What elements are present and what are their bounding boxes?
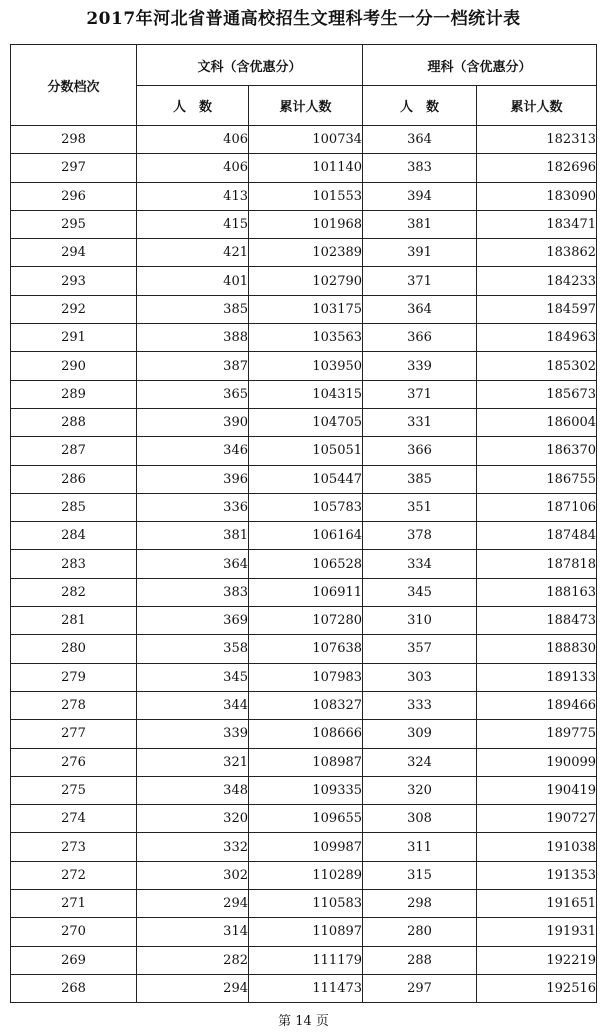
score-cell: 289 <box>11 380 137 408</box>
table-row <box>11 805 597 833</box>
score-cell: 293 <box>11 267 137 295</box>
score-cell: 269 <box>11 946 137 974</box>
table-row <box>11 748 597 776</box>
arts-cumulative-cell: 101140 <box>249 154 363 182</box>
score-cell: 295 <box>11 210 137 238</box>
science-cumulative-cell: 188473 <box>477 607 597 635</box>
score-cell: 278 <box>11 691 137 719</box>
science-count-cell: 371 <box>363 380 477 408</box>
arts-count-cell: 369 <box>137 607 249 635</box>
arts-cumulative-cell: 101968 <box>249 210 363 238</box>
science-cumulative-cell: 192516 <box>477 974 597 1002</box>
arts-count-cell: 302 <box>137 861 249 889</box>
science-count-cell: 391 <box>363 239 477 267</box>
science-count-cell: 351 <box>363 493 477 521</box>
arts-cumulative-cell: 108987 <box>249 748 363 776</box>
arts-cumulative-cell: 100734 <box>249 126 363 154</box>
score-cell: 298 <box>11 126 137 154</box>
arts-count-cell: 385 <box>137 295 249 323</box>
score-cell: 290 <box>11 352 137 380</box>
arts-cumulative-cell: 107280 <box>249 607 363 635</box>
score-cell: 294 <box>11 239 137 267</box>
arts-cumulative-cell: 110583 <box>249 890 363 918</box>
table-row <box>11 493 597 521</box>
score-cell: 272 <box>11 861 137 889</box>
table-row <box>11 861 597 889</box>
table-row <box>11 352 597 380</box>
score-band-header: 分数档次 <box>11 45 137 126</box>
science-count-cell: 303 <box>363 663 477 691</box>
arts-cumulative-cell: 110897 <box>249 918 363 946</box>
arts-count-cell: 390 <box>137 408 249 436</box>
arts-cumulative-cell: 110289 <box>249 861 363 889</box>
arts-cumulative-cell: 104315 <box>249 380 363 408</box>
score-cell: 275 <box>11 776 137 804</box>
arts-cumulative-cell: 103175 <box>249 295 363 323</box>
score-cell: 276 <box>11 748 137 776</box>
science-count-cell: 366 <box>363 437 477 465</box>
arts-count-cell: 387 <box>137 352 249 380</box>
science-cumulative-cell: 189466 <box>477 691 597 719</box>
science-cumulative-cell: 187818 <box>477 550 597 578</box>
arts-count-cell: 294 <box>137 974 249 1002</box>
science-cumulative-cell: 186370 <box>477 437 597 465</box>
table-row <box>11 550 597 578</box>
score-cell: 283 <box>11 550 137 578</box>
score-cell: 287 <box>11 437 137 465</box>
science-cumulative-cell: 183862 <box>477 239 597 267</box>
score-cell: 286 <box>11 465 137 493</box>
table-row <box>11 918 597 946</box>
science-count-cell: 311 <box>363 833 477 861</box>
arts-cumulative-cell: 102389 <box>249 239 363 267</box>
science-cumulative-cell: 191353 <box>477 861 597 889</box>
arts-count-cell: 336 <box>137 493 249 521</box>
score-cell: 282 <box>11 578 137 606</box>
science-cumulative-cell: 186004 <box>477 408 597 436</box>
arts-cumulative-cell: 111179 <box>249 946 363 974</box>
arts-cumulative-cell: 111473 <box>249 974 363 1002</box>
table-row <box>11 154 597 182</box>
science-count-cell: 297 <box>363 974 477 1002</box>
score-cell: 296 <box>11 182 137 210</box>
arts-cumulative-cell: 107638 <box>249 635 363 663</box>
science-count-cell: 333 <box>363 691 477 719</box>
science-count-cell: 394 <box>363 182 477 210</box>
score-cell: 281 <box>11 607 137 635</box>
score-cell: 268 <box>11 974 137 1002</box>
table-row <box>11 267 597 295</box>
science-count-cell: 385 <box>363 465 477 493</box>
science-group-header: 理科（含优惠分） <box>363 45 597 86</box>
page-title: 2017年河北省普通高校招生文理科考生一分一档统计表 <box>86 9 521 29</box>
science-count-cell: 324 <box>363 748 477 776</box>
science-cumulative-cell: 183090 <box>477 182 597 210</box>
arts-count-cell: 388 <box>137 324 249 352</box>
science-count-cell: 288 <box>363 946 477 974</box>
science-cumulative-cell: 189133 <box>477 663 597 691</box>
science-cumulative-cell: 184963 <box>477 324 597 352</box>
science-count-cell: 378 <box>363 522 477 550</box>
arts-cumulative-cell: 105051 <box>249 437 363 465</box>
score-cell: 274 <box>11 805 137 833</box>
score-cell: 297 <box>11 154 137 182</box>
score-cell: 279 <box>11 663 137 691</box>
science-count-cell: 371 <box>363 267 477 295</box>
science-count-cell: 315 <box>363 861 477 889</box>
table-row <box>11 974 597 1002</box>
arts-cumulative-cell: 108666 <box>249 720 363 748</box>
arts-count-cell: 421 <box>137 239 249 267</box>
science-count-cell: 309 <box>363 720 477 748</box>
score-cell: 277 <box>11 720 137 748</box>
science-count-cell: 364 <box>363 295 477 323</box>
arts-count-cell: 365 <box>137 380 249 408</box>
arts-count-cell: 406 <box>137 154 249 182</box>
arts-group-header: 文科（含优惠分） <box>137 45 363 86</box>
table-row <box>11 578 597 606</box>
table-row <box>11 720 597 748</box>
science-cumulative-cell: 183471 <box>477 210 597 238</box>
arts-cumulative-header: 累计人数 <box>249 86 363 126</box>
arts-count-cell: 415 <box>137 210 249 238</box>
score-cell: 273 <box>11 833 137 861</box>
table-row <box>11 239 597 267</box>
score-cell: 280 <box>11 635 137 663</box>
arts-cumulative-cell: 106528 <box>249 550 363 578</box>
science-count-cell: 320 <box>363 776 477 804</box>
science-cumulative-cell: 190727 <box>477 805 597 833</box>
arts-count-cell: 346 <box>137 437 249 465</box>
arts-count-cell: 345 <box>137 663 249 691</box>
table-row <box>11 210 597 238</box>
arts-count-cell: 321 <box>137 748 249 776</box>
score-cell: 291 <box>11 324 137 352</box>
arts-count-cell: 413 <box>137 182 249 210</box>
table-row <box>11 437 597 465</box>
table-row <box>11 324 597 352</box>
science-cumulative-cell: 184597 <box>477 295 597 323</box>
science-count-cell: 331 <box>363 408 477 436</box>
science-cumulative-cell: 182313 <box>477 126 597 154</box>
arts-count-cell: 406 <box>137 126 249 154</box>
science-count-cell: 345 <box>363 578 477 606</box>
arts-count-cell: 344 <box>137 691 249 719</box>
science-cumulative-cell: 186755 <box>477 465 597 493</box>
science-cumulative-cell: 185302 <box>477 352 597 380</box>
science-cumulative-cell: 187106 <box>477 493 597 521</box>
arts-count-cell: 332 <box>137 833 249 861</box>
science-cumulative-cell: 191038 <box>477 833 597 861</box>
science-cumulative-cell: 191651 <box>477 890 597 918</box>
arts-cumulative-cell: 109335 <box>249 776 363 804</box>
score-cell: 270 <box>11 918 137 946</box>
science-count-cell: 334 <box>363 550 477 578</box>
table-row <box>11 182 597 210</box>
table-row <box>11 691 597 719</box>
science-count-cell: 383 <box>363 154 477 182</box>
arts-count-cell: 314 <box>137 918 249 946</box>
table-row <box>11 295 597 323</box>
arts-count-cell: 383 <box>137 578 249 606</box>
arts-count-cell: 339 <box>137 720 249 748</box>
arts-cumulative-cell: 106164 <box>249 522 363 550</box>
science-count-cell: 339 <box>363 352 477 380</box>
science-cumulative-cell: 190419 <box>477 776 597 804</box>
score-cell: 285 <box>11 493 137 521</box>
science-cumulative-cell: 184233 <box>477 267 597 295</box>
science-cumulative-cell: 182696 <box>477 154 597 182</box>
arts-count-cell: 320 <box>137 805 249 833</box>
header-row-groups <box>11 45 597 86</box>
table-row <box>11 946 597 974</box>
science-count-cell: 364 <box>363 126 477 154</box>
table-row <box>11 833 597 861</box>
table-row <box>11 663 597 691</box>
science-count-header: 人 数 <box>363 86 477 126</box>
table-row <box>11 380 597 408</box>
science-count-cell: 366 <box>363 324 477 352</box>
table-row <box>11 776 597 804</box>
science-cumulative-cell: 192219 <box>477 946 597 974</box>
science-cumulative-cell: 189775 <box>477 720 597 748</box>
table-row <box>11 408 597 436</box>
science-count-cell: 308 <box>363 805 477 833</box>
science-cumulative-cell: 185673 <box>477 380 597 408</box>
arts-cumulative-cell: 103950 <box>249 352 363 380</box>
arts-count-header: 人 数 <box>137 86 249 126</box>
science-cumulative-header: 累计人数 <box>477 86 597 126</box>
page-number: 第 14 页 <box>278 1014 329 1029</box>
arts-cumulative-cell: 101553 <box>249 182 363 210</box>
score-cell: 292 <box>11 295 137 323</box>
score-distribution-table <box>10 44 597 1003</box>
score-cell: 284 <box>11 522 137 550</box>
arts-cumulative-cell: 109987 <box>249 833 363 861</box>
arts-cumulative-cell: 103563 <box>249 324 363 352</box>
science-cumulative-cell: 190099 <box>477 748 597 776</box>
science-count-cell: 357 <box>363 635 477 663</box>
science-count-cell: 280 <box>363 918 477 946</box>
arts-cumulative-cell: 108327 <box>249 691 363 719</box>
table-row <box>11 126 597 154</box>
arts-cumulative-cell: 105447 <box>249 465 363 493</box>
science-cumulative-cell: 188830 <box>477 635 597 663</box>
arts-cumulative-cell: 102790 <box>249 267 363 295</box>
table-row <box>11 465 597 493</box>
table-row <box>11 522 597 550</box>
score-cell: 288 <box>11 408 137 436</box>
table-row <box>11 607 597 635</box>
arts-cumulative-cell: 107983 <box>249 663 363 691</box>
science-count-cell: 381 <box>363 210 477 238</box>
table-body <box>11 126 597 1003</box>
table-row <box>11 635 597 663</box>
arts-count-cell: 364 <box>137 550 249 578</box>
arts-count-cell: 294 <box>137 890 249 918</box>
arts-count-cell: 401 <box>137 267 249 295</box>
table-row <box>11 890 597 918</box>
science-count-cell: 298 <box>363 890 477 918</box>
science-count-cell: 310 <box>363 607 477 635</box>
science-cumulative-cell: 191931 <box>477 918 597 946</box>
arts-count-cell: 348 <box>137 776 249 804</box>
arts-cumulative-cell: 105783 <box>249 493 363 521</box>
arts-count-cell: 396 <box>137 465 249 493</box>
arts-count-cell: 358 <box>137 635 249 663</box>
science-cumulative-cell: 188163 <box>477 578 597 606</box>
arts-count-cell: 282 <box>137 946 249 974</box>
arts-count-cell: 381 <box>137 522 249 550</box>
score-cell: 271 <box>11 890 137 918</box>
arts-cumulative-cell: 104705 <box>249 408 363 436</box>
arts-cumulative-cell: 109655 <box>249 805 363 833</box>
arts-cumulative-cell: 106911 <box>249 578 363 606</box>
science-cumulative-cell: 187484 <box>477 522 597 550</box>
